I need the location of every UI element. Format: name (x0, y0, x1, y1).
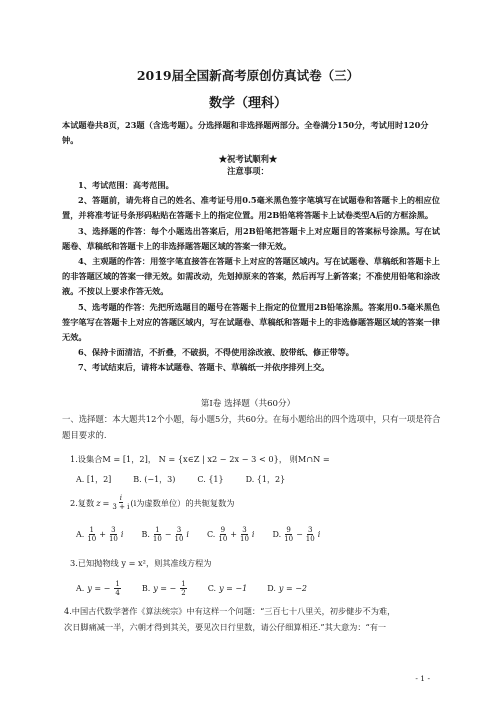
option-b (142, 580, 188, 597)
note-item: 6、保持卡面清洁，不折叠，不破损，不得使用涂改液、胶带纸、修正带等。 (78, 347, 354, 358)
denominator: 10 (174, 535, 184, 543)
exam-intro: 本试题卷共8页，23题（含选考题）。分选择题和非选择题两部分。全卷满分150分，考试用时120分钟。 (62, 120, 429, 145)
question-1-options (76, 474, 285, 485)
option-d: D. {1，2} (245, 475, 286, 484)
operator: − (296, 530, 303, 539)
option-d (272, 526, 320, 543)
option-label: B. (141, 584, 151, 593)
notes-list (62, 178, 440, 376)
option-label: D. (267, 584, 276, 593)
notes-title: 注意事项： (227, 166, 269, 176)
question-3-stem: 3.已知抛物线 y = x²，则其准线方程为 (70, 558, 212, 568)
numerator: 3 (307, 526, 313, 534)
operator: − (164, 530, 172, 539)
numerator: 1 (89, 526, 95, 534)
option-label: A. (76, 584, 85, 593)
fraction (180, 580, 186, 597)
exam-title: 2019届全国新高考原创仿真试卷（三） (136, 68, 360, 83)
question-4-line-2: 次日脚痛减一半，六朝才得到其关，要见次日行里数，请公仔细算相还.”其大意为：“有一 (64, 622, 387, 632)
denominator: 2 (181, 589, 186, 597)
denominator: 10 (239, 535, 249, 543)
option-a (76, 580, 122, 597)
option-expression: y = − (87, 584, 111, 593)
denominator: 4 (115, 589, 120, 597)
complex-fraction: $\frac{i}{3 + i}$ (112, 494, 130, 511)
section-title: 第Ⅰ卷 选择题（共60分） (200, 399, 296, 409)
note-item: 5、选考题的作答：先把所选题目的题号在答题卡上指定的位置用2B铅笔涂黑。答案用0.5毫米黑色签字笔写在答题卡上对应的答题区域内，写在试题卷、草稿纸和答题卡上的非选修题答题区域的答案一律无效。 (62, 301, 440, 343)
numerator: 3 (111, 526, 116, 534)
fraction (306, 526, 315, 543)
numerator: 1 (155, 526, 160, 534)
option-a: A. [1，2] (76, 475, 112, 484)
fraction (109, 526, 118, 543)
section-instruction: 一、选择题：本大题共12个小题，每小题5分，共60分。在每小题给出的四个选项中，只有一项是符合题目要求的. (62, 414, 441, 440)
question-2-number: 2.复数 (70, 497, 95, 508)
option-c (208, 584, 248, 593)
numerator: 3 (176, 526, 182, 534)
option-label: B. (141, 530, 150, 539)
option-label: C. (206, 530, 216, 539)
fraction (284, 526, 293, 543)
option-a (76, 526, 123, 543)
option-expression: y = −2 (278, 584, 307, 593)
denominator: 10 (305, 535, 315, 543)
question-2-options (76, 526, 320, 543)
denominator: 10 (152, 535, 162, 543)
option-label: C. (207, 584, 217, 593)
numerator: 9 (220, 526, 226, 534)
option-b: B. (−1，3) (133, 475, 176, 484)
denominator: 10 (108, 535, 118, 543)
option-expression: y = −1 (219, 584, 248, 593)
note-item: 7、考试结束后，请将本试题卷、答题卡、草稿纸一并依序排列上交。 (78, 362, 330, 373)
note-item: 4、主观题的作答：用签字笔直接答在答题卡上对应的答题区域内。写在试题卷、草稿纸和答题卡上的非答题区域的答案一律无效。如需改动，先划掉原来的答案，然后再写上新答案；不准使用铅笔和涂改液。不按以上要求作答无效。 (62, 256, 440, 297)
option-c (207, 526, 255, 543)
question-3-options (76, 580, 307, 597)
page-number: - 1 - (415, 674, 430, 683)
question-1-stem: 1.设集合M = [1，2]， N = {x∈Z | x2 − 2x − 3 < 0}， 则M∩N = (70, 454, 330, 464)
option-label: D. (272, 530, 282, 539)
fraction (153, 526, 162, 543)
fraction (114, 580, 120, 597)
option-d (267, 584, 307, 593)
blessing: ★祝考试顺利★ (218, 154, 278, 164)
option-b (141, 526, 189, 543)
fraction (240, 526, 249, 543)
numerator: 1 (115, 580, 120, 588)
imaginary-unit: i (120, 530, 124, 539)
fraction (218, 526, 227, 543)
imaginary-unit: i (251, 530, 255, 539)
operator: + (99, 530, 106, 539)
exam-subtitle: 数学（理科） (208, 96, 287, 111)
numerator: 3 (242, 526, 247, 534)
fraction (87, 526, 96, 543)
option-expression: y = − (153, 584, 177, 593)
numerator: 9 (286, 526, 291, 534)
imaginary-unit: i (317, 530, 321, 539)
option-c: C. {1} (197, 475, 224, 484)
denominator: 10 (218, 535, 228, 543)
denominator: 10 (87, 535, 97, 543)
note-item: 2、答题前，请先将自己的姓名、准考证号用0.5毫米黑色签字笔填写在试题卷和答题卡上的相应位置，并将准考证号条形码粘贴在答题卡上的指定位置。用2B铅笔将答题卡上试卷类型A后的方框涂黑。 (62, 195, 440, 221)
note-item: 3、选择题的作答：每个小题选出答案后，用2B铅笔把答题卡上对应题目的答案标号涂黑。写在试题卷、草稿纸和答题卡上的非选择题答题区域的答案一律无效。 (62, 225, 440, 251)
option-label: A. (76, 530, 85, 539)
imaginary-unit: i (186, 530, 189, 539)
question-2-tail: (i为虚数单位）的共轭复数为 (130, 497, 235, 508)
operator: + (230, 530, 237, 539)
note-item: 1、考试范围：高考范围。 (78, 180, 174, 190)
question-2-stem (70, 494, 234, 511)
denominator: 10 (284, 535, 294, 543)
equals-sign: = (102, 497, 110, 508)
z-symbol: z (96, 497, 101, 508)
question-4-line-1: 4.中国古代数学著作《算法统宗》中有这样一个问题：“三百七十八里关，初步健步不为难， (64, 606, 396, 616)
fraction (174, 526, 183, 543)
numerator: 1 (181, 580, 186, 588)
